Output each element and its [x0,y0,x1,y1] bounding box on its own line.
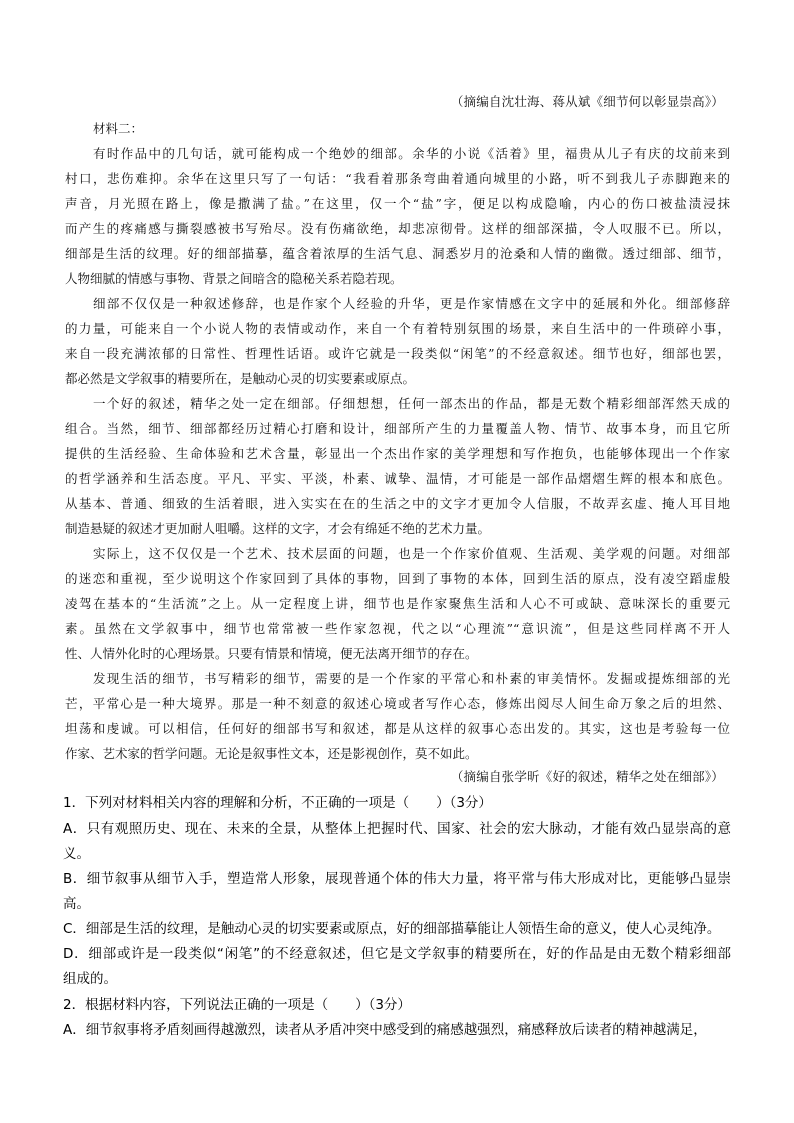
paragraph-line: 声音，月光照在路上，像是撒满了盐。”在这里，仅一个“盐”字，便足以构成隐喻，内心的伤口被盐渍浸抹 [65,196,730,211]
paragraph-line: 都必然是文学叙事的精要所在，是触动心灵的切实要素或原点。 [65,371,416,386]
paragraph-line: 实际上，这不仅仅是一个艺术、技术层面的问题，也是一个作家价值观、生活观、美学观的问题。对细部 [93,546,730,561]
paragraph-line: 一个好的叙述，精华之处一定在细部。仔细想想，任何一部杰出的作品，都是无数个精彩细部浑然天成的 [93,396,730,411]
paragraph-line: 性、人情外化时的心理场景。只要有情景和情境，便无法离开细节的存在。 [65,646,478,661]
paragraph-line: 组合。当然，细节、细部都经历过精心打磨和设计，细部所产生的力量覆盖人物、情节、故事本身，而且它所 [65,421,730,436]
question-1-option-c: C．细部是生活的纹理，是触动心灵的切实要素或原点，好的细部描摹能让人领悟生命的意义，使人心灵纯净。 [63,921,721,937]
paragraph-line: 从基本、普通、细致的生活着眼，进入实实在在的生活之中的文字才更加令人信服，不故弄玄虚、掩人耳目地 [65,496,730,511]
question-1-option-a-cont: 义。 [63,846,90,862]
question-1-option-d-cont: 组成的。 [63,971,117,987]
paragraph-line: 细部是生活的纹理。好的细部描摹，蕴含着浓厚的生活气息、洞悉岁月的沧桑和人情的幽微。透过细部、细节， [65,246,730,261]
paragraph-line: 的哲学涵养和生活态度。平凡、平实、平淡，朴素、诚挚、温情，才可能是一部作品熠熠生辉的根本和底色。 [65,471,730,486]
paragraph-line: 的迷恋和重视，至少说明这个作家回到了具体的事物，回到了事物的本体，回到生活的原点，没有凌空蹈虚般 [65,571,730,586]
paragraph-line: 来自一段充满浓郁的日常性、哲理性话语。或许它就是一段类似“闲笔”的不经意叙述。细节也好，细部也罢， [65,346,730,361]
paragraph-line: 人物细腻的情感与事物、背景之间暗含的隐秘关系若隐若现。 [65,271,403,286]
paragraph-line: 而产生的疼痛感与撕裂感被书写殆尽。没有伤痛欲绝，却悲凉彻骨。这样的细部深描，令人叹服不已。所以， [65,221,730,236]
paragraph-line: 素。虽然在文学叙事中，细节也常常被一些作家忽视，代之以“心理流”“意识流”，但是这些同样离不开人 [65,621,730,636]
question-2-stem: 2．根据材料内容，下列说法正确的一项是（ ）（3分） [63,997,411,1013]
paragraph-line: 细部不仅仅是一种叙述修辞，也是作家个人经验的升华，更是作家情感在文字中的延展和外化。细部修辞 [93,296,730,311]
question-1-option-b-cont: 高。 [63,896,90,912]
material-two-heading: 材料二： [93,121,144,136]
question-1-stem: 1．下列对材料相关内容的理解和分析，不正确的一项是（ ）（3分） [63,795,492,811]
paragraph-line: 提供的生活经验、生命体验和艺术含量，彰显出一个杰出作家的美学理想和写作抱负，也能够体现出一个作家 [65,446,730,461]
paragraph-line: 有时作品中的几句话，就可能构成一个绝妙的细部。余华的小说《活着》里，福贵从儿子有庆的坟前来到 [93,146,730,161]
paragraph-line: 坦荡和虔诚。可以相信，任何好的细部书写和叙述，都是从这样的叙事心态出发的。其实，这也是考验每一位 [65,721,730,736]
question-1-option-b: B．细节叙事从细节入手，塑造常人形象，展现普通个体的伟大力量，将平常与伟大形成对比，更能够凸显崇 [63,871,731,887]
paragraph-line: 的力量，可能来自一个小说人物的表情或动作，来自一个有着特别氛围的场景，来自生活中的一件琐碎小事， [65,321,730,336]
source-citation-2: （摘编自张学昕《好的叙述，精华之处在细部》） [450,769,724,784]
paragraph-line: 制造悬疑的叙述才更加耐人咀嚼。这样的文字，才会有绵延不绝的艺术力量。 [65,521,491,536]
paragraph-line: 芒，平常心是一种大境界。那是一种不刻意的叙述心境或者写作心态，修炼出阅尽人间生命万象之后的坦然、 [65,696,730,711]
question-1-option-d: D．细部或许是一段类似“闲笔”的不经意叙述，但它是文学叙事的精要所在，好的作品是由无数个精彩细部 [63,946,731,962]
question-1-option-a: A．只有观照历史、现在、未来的全景，从整体上把握时代、国家、社会的宏大脉动，才能有效凸显崇高的意 [63,821,731,837]
paragraph-line: 作家、艺术家的哲学问题。无论是叙事性文本，还是影视创作，莫不如此。 [65,746,478,761]
source-citation-1: （摘编自沈壮海、蒋从斌《细节何以彰显崇高》） [450,94,724,109]
question-2-option-a: A．细节叙事将矛盾刻画得越激烈，读者从矛盾冲突中感受到的痛感越强烈，痛感释放后读者的精神越满足， [63,1022,707,1038]
paragraph-line: 村口，悲伤难抑。余华在这里只写了一句话：“我看着那条弯曲着通向城里的小路，听不到我儿子赤脚跑来的 [65,171,730,186]
paragraph-line: 凌驾在基本的“生活流”之上。从一定程度上讲，细节也是作家聚焦生活和人心不可或缺、意味深长的重要元 [65,596,730,611]
paragraph-line: 发现生活的细节，书写精彩的细节，需要的是一个作家的平常心和朴素的审美情怀。发掘或提炼细部的光 [93,671,730,686]
